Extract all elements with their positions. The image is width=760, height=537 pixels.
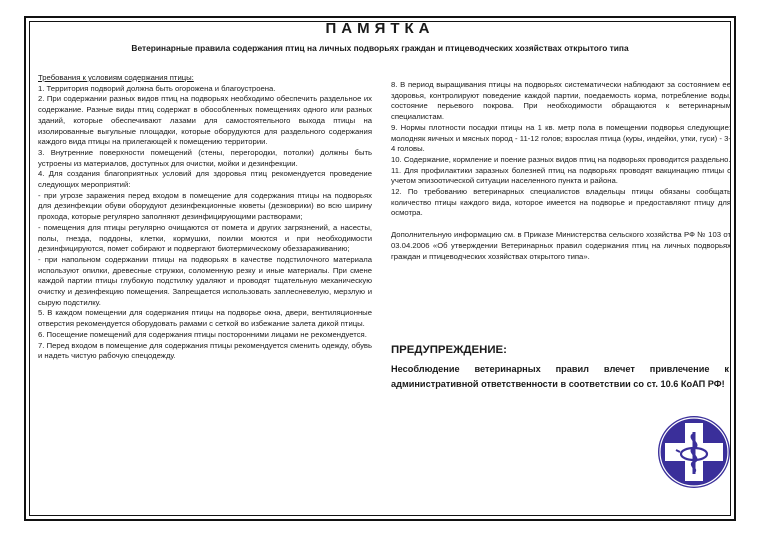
spacer	[391, 219, 731, 230]
warning-block	[391, 344, 729, 392]
rule-paragraph: 12. По требованию ветеринарных специалистов владельцы птицы обязаны сообщать количество птицы каждого вида, которое имеется на подворье и предоставляют птицу для осмотра.	[391, 187, 731, 218]
warning-text: Несоблюдение ветеринарных правил влечет привлечение к административной ответственности в соответствии со ст. 10.6 КоАП РФ!	[391, 364, 729, 389]
rule-paragraph: 5. В каждом помещении для содержания птицы на подворье окна, двери, вентиляционные отверстия рекомендуется оборудовать рамами с сеткой во избежание залета дикой птицы.	[38, 308, 372, 329]
rule-paragraph: 7. Перед входом в помещение для содержания птицы рекомендуется сменить одежду, обувь и надеть чистую рабочую спецодежду.	[38, 340, 372, 361]
rule-paragraph: 3. Внутренние поверхности помещений (стены, перегородки, потолки) должны быть устроены из материалов, доступных для очистки, мойки и дезинфекции.	[38, 147, 372, 168]
right-column	[391, 80, 731, 262]
requirements-heading: Требования к условиям содержания птицы:	[38, 73, 194, 82]
rule-paragraph: 9. Нормы плотности посадки птицы на 1 кв. метр пола в помещении подворья следующие: молодняк яичных и мясных пород - 11-12 голов; взрослая птица (куры, индейки, утки, гуси) - 3-4 головы.	[391, 122, 731, 154]
veterinary-cross-emblem-icon	[656, 414, 732, 490]
additional-info: Дополнительную информацию см. в Приказе Министерства сельского хозяйства РФ № 103 от 03.04.2006 «Об утверждении Ветеринарных правил содержания птиц на личных подворьях граждан и птицеводческих хозяйствах открытого типа».	[391, 230, 731, 261]
left-column	[38, 73, 372, 362]
warning-title: ПРЕДУПРЕЖДЕНИЕ:	[391, 344, 507, 356]
rule-paragraph: 2. При содержании разных видов птиц на подворьях необходимо обеспечить раздельное их содержание. Разные виды птиц содержат в обособленных помещениях одного или разных зданий, которые обеспечивают лазами для самостоятельного выхода птицы на изолированные выгульные площадки, которые оборудуются для раздельного содержания каждого вида птицы на прилегающей к помещению территории.	[38, 94, 372, 147]
rule-paragraph: - при напольном содержании птицы на подворьях в качестве подстилочного материала используют опилки, древесные стружки, соломенную резку и иные материалы. При смене каждой партии птицы глубокую подстилку удаляют и проводят тщательную механическую очистку и дезинфекцию помещения. Запрещается использовать заплесневелую, мерзлую и сырую подстилку.	[38, 254, 372, 307]
rule-paragraph: 4. Для создания благоприятных условий для здоровья птиц рекомендуется проведение следующих мероприятий:	[38, 169, 372, 190]
rule-paragraph: 11. Для профилактики заразных болезней птиц на подворьях проводят вакцинацию птицы с учетом эпизоотической ситуации населенного пункта и района.	[391, 165, 731, 186]
rule-paragraph: 10. Содержание, кормление и поение разных видов птиц на подворьях проводится раздельно.	[391, 154, 731, 164]
rule-paragraph: 8. В период выращивания птицы на подворьях систематически наблюдают за состоянием ее здоровья, контролируют поведение каждой партии, поедаемость корма, потребление воды, состояние перьевого покрова. При необходимости обращаются к ветеринарным специалистам.	[391, 80, 731, 122]
rule-paragraph: 1. Территория подворий должна быть огорожена и благоустроена.	[38, 83, 276, 93]
rule-paragraph: 6. Посещение помещений для содержания птицы посторонними лицами не рекомендуется.	[38, 329, 367, 339]
rule-paragraph: - помещения для птицы регулярно очищаются от помета и других загрязнений, а насесты, полы, гнезда, поддоны, клетки, кормушки, поилки моются и при необходимости дезинфицируются, помет собирают и подвергают биотермическому обеззараживанию;	[38, 222, 372, 254]
rule-paragraph: - при угрозе заражения перед входом в помещение для содержания птицы на подворьях для дезинфекции обуви оборудуют дезинфекционные кюветы (дезковрики) во всю ширину прохода, которые регулярно заполняют дезинфицирующими растворами;	[38, 190, 372, 222]
document-title: ПАМЯТКА	[325, 20, 435, 37]
document-subtitle: Ветеринарные правила содержания птиц на личных подворьях граждан и птицеводческих хозяйствах открытого типа	[131, 43, 629, 53]
